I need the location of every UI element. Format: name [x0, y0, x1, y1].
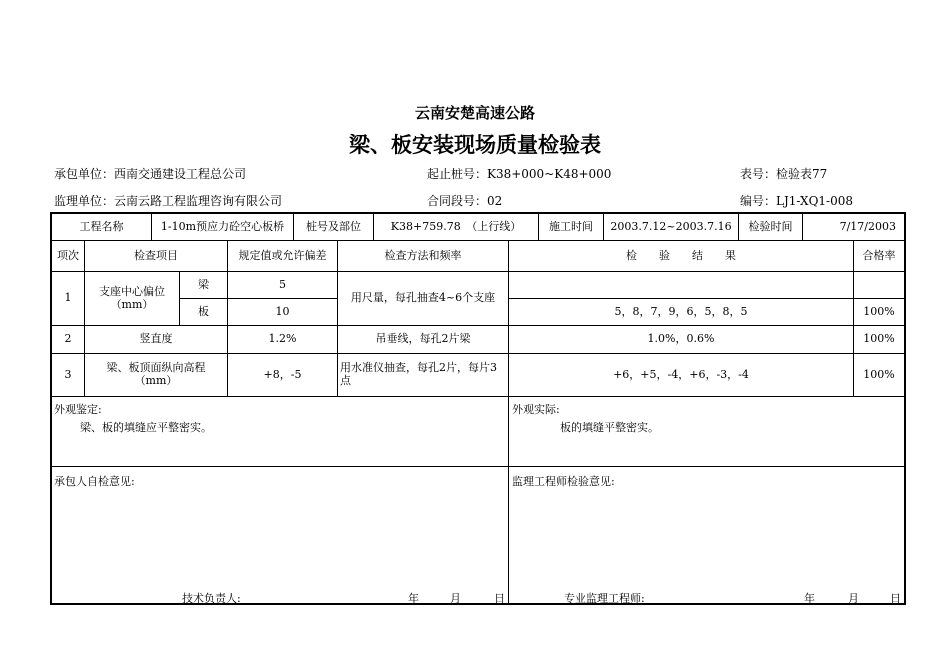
left-day: 日: [494, 592, 505, 605]
org-title: 云南安楚高速公路: [414, 104, 535, 122]
row1-no: 1: [52, 272, 85, 326]
col-no-header: 项次: [52, 241, 85, 272]
contractor-unit: 承包单位：西南交通建设工程总公司: [54, 167, 247, 181]
row2-item: 竖直度: [85, 326, 228, 354]
supervisor-opinion-label: 监理工程师检验意见:: [512, 475, 615, 488]
appearance-assessment-label: 外观鉴定:: [54, 403, 102, 416]
row3-spec: +8，-5: [228, 354, 338, 397]
inspection-time-value: 7/17/2003: [803, 214, 904, 241]
row2-method: 吊垂线，每孔2片梁: [338, 326, 509, 354]
engineer-signature: 专业监理工程师:: [564, 592, 645, 605]
appearance-actual-label: 外观实际:: [512, 403, 560, 416]
row2-rate: 100%: [854, 326, 904, 354]
appearance-actual-text: 板的填缝平整密实。: [560, 421, 659, 434]
row3-result: +6，+5，-4，+6，-3，-4: [509, 354, 854, 397]
project-name-label: 工程名称: [52, 214, 152, 241]
contract-section: 合同段号：02: [427, 194, 503, 208]
pile-position-value: K38+759.78 （上行线）: [374, 214, 539, 241]
section-divider: [508, 397, 509, 603]
construction-time-value: 2003.7.12~2003.7.16: [604, 214, 739, 241]
serial-number: 编号：LJ1-XQ1-008: [740, 194, 854, 208]
right-month: 月: [848, 592, 859, 605]
pile-position-label: 桩号及部位: [294, 214, 374, 241]
col-method-header: 检查方法和频率: [338, 241, 509, 272]
row1-slab-spec: 10: [228, 299, 338, 326]
row2-no: 2: [52, 326, 85, 354]
tech-lead-signature: 技术负责人:: [182, 592, 241, 605]
right-day: 日: [890, 592, 901, 605]
row1-item: 支座中心偏位（mm）: [85, 272, 180, 326]
right-year: 年: [804, 592, 815, 605]
row1-sub-beam: 梁: [180, 272, 228, 299]
row3-rate: 100%: [854, 354, 904, 397]
inspection-table: [50, 212, 906, 605]
pile-range: 起止桩号：K38+000~K48+000: [427, 167, 612, 181]
row3-item: 梁、板顶面纵向高程（mm）: [85, 354, 228, 397]
construction-time-label: 施工时间: [539, 214, 604, 241]
row1-beam-rate: [854, 272, 904, 299]
row1-beam-result: [509, 272, 854, 299]
left-year: 年: [408, 592, 419, 605]
row2-result: 1.0%，0.6%: [509, 326, 854, 354]
col-spec-header: 规定值或允许偏差: [228, 241, 338, 272]
project-name-value: 1-10m预应力砼空心板桥: [152, 214, 294, 241]
row1-sub-slab: 板: [180, 299, 228, 326]
col-result-header: 检 验 结 果: [509, 241, 854, 272]
row3-method: 用水准仪抽查，每孔2片，每片3点: [338, 354, 509, 397]
row2-spec: 1.2%: [228, 326, 338, 354]
row1-beam-spec: 5: [228, 272, 338, 299]
form-number: 表号：检验表77: [740, 167, 828, 181]
appearance-assessment-text: 梁、板的填缝应平整密实。: [80, 421, 212, 434]
inspection-time-label: 检验时间: [739, 214, 803, 241]
row1-slab-result: 5，8，7，9，6，5，8，5: [509, 299, 854, 326]
contractor-opinion-label: 承包人自检意见:: [54, 475, 135, 488]
col-rate-header: 合格率: [854, 241, 904, 272]
form-title: 梁、板安装现场质量检验表: [349, 133, 601, 157]
supervision-unit: 监理单位：云南云路工程监理咨询有限公司: [54, 194, 283, 208]
section-separator: [52, 466, 904, 467]
col-item-header: 检查项目: [85, 241, 228, 272]
row3-no: 3: [52, 354, 85, 397]
row1-method: 用尺量，每孔抽查4~6个支座: [338, 272, 509, 326]
left-month: 月: [450, 592, 461, 605]
row1-slab-rate: 100%: [854, 299, 904, 326]
